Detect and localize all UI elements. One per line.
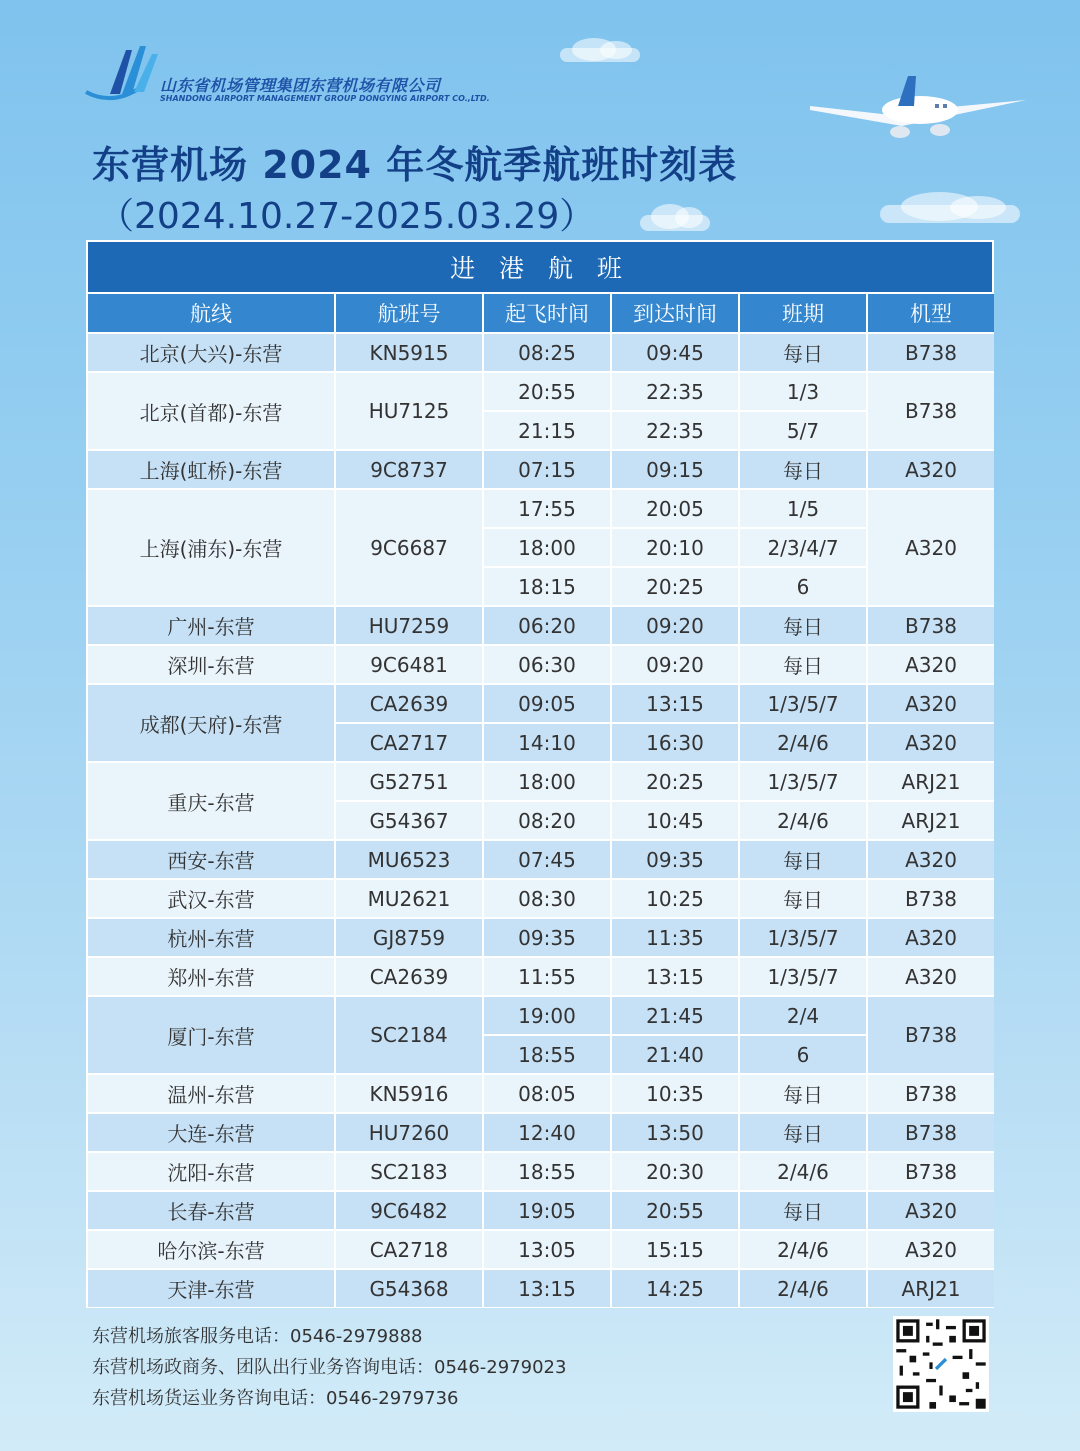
schedule-days-cell: 每日 (740, 451, 866, 488)
schedule-days-cell: 1/3 (740, 373, 866, 410)
arrival-time-cell: 09:35 (612, 841, 738, 878)
schedule-days-cell: 6 (740, 1036, 866, 1073)
aircraft-type-cell: A320 (868, 958, 994, 995)
schedule-days-cell: 6 (740, 568, 866, 605)
flight-number-cell: G54367 (336, 802, 482, 839)
departure-time-cell: 19:05 (484, 1192, 610, 1229)
aircraft-type-cell: A320 (868, 685, 994, 722)
flight-number-cell: CA2718 (336, 1231, 482, 1268)
schedule-days-cell: 每日 (740, 334, 866, 371)
route-cell: 广州-东营 (88, 607, 334, 644)
flight-number-cell: HU7260 (336, 1114, 482, 1151)
arrival-time-cell: 16:30 (612, 724, 738, 761)
arrival-time-cell: 20:10 (612, 529, 738, 566)
flight-number-cell: MU6523 (336, 841, 482, 878)
departure-time-cell: 09:05 (484, 685, 610, 722)
arrival-time-cell: 20:30 (612, 1153, 738, 1190)
arrival-time-cell: 20:55 (612, 1192, 738, 1229)
schedule-days-cell: 2/4/6 (740, 1270, 866, 1307)
flight-number-cell: SC2184 (336, 997, 482, 1073)
route-cell: 杭州-东营 (88, 919, 334, 956)
departure-time-cell: 21:15 (484, 412, 610, 449)
departure-time-cell: 06:20 (484, 607, 610, 644)
departure-time-cell: 14:10 (484, 724, 610, 761)
column-header: 到达时间 (612, 294, 738, 332)
departure-time-cell: 13:15 (484, 1270, 610, 1307)
schedule-days-cell: 1/3/5/7 (740, 685, 866, 722)
arrival-time-cell: 22:35 (612, 373, 738, 410)
route-cell: 深圳-东营 (88, 646, 334, 683)
airplane-icon (790, 70, 1030, 150)
flight-number-cell: KN5915 (336, 334, 482, 371)
flight-number-cell: HU7259 (336, 607, 482, 644)
route-cell: 天津-东营 (88, 1270, 334, 1307)
arrival-time-cell: 20:25 (612, 763, 738, 800)
route-cell: 厦门-东营 (88, 997, 334, 1073)
schedule-days-cell: 每日 (740, 1114, 866, 1151)
aircraft-type-cell: A320 (868, 1231, 994, 1268)
aircraft-type-cell: A320 (868, 1192, 994, 1229)
route-cell: 上海(浦东)-东营 (88, 490, 334, 605)
departure-time-cell: 17:55 (484, 490, 610, 527)
flight-number-cell: 9C6481 (336, 646, 482, 683)
route-cell: 北京(大兴)-东营 (88, 334, 334, 371)
arrival-time-cell: 13:15 (612, 958, 738, 995)
cloud-decoration (560, 48, 640, 62)
column-header: 航班号 (336, 294, 482, 332)
airport-logo (82, 44, 522, 106)
aircraft-type-cell: B738 (868, 1114, 994, 1151)
departure-time-cell: 08:05 (484, 1075, 610, 1112)
route-cell: 西安-东营 (88, 841, 334, 878)
aircraft-type-cell: A320 (868, 841, 994, 878)
route-cell: 成都(天府)-东营 (88, 685, 334, 761)
schedule-days-cell: 每日 (740, 1075, 866, 1112)
schedule-days-cell: 2/4/6 (740, 724, 866, 761)
cloud-decoration (640, 215, 710, 231)
departure-time-cell: 18:00 (484, 763, 610, 800)
departure-time-cell: 18:55 (484, 1153, 610, 1190)
arrival-time-cell: 20:25 (612, 568, 738, 605)
departure-time-cell: 08:30 (484, 880, 610, 917)
schedule-days-cell: 每日 (740, 880, 866, 917)
departure-time-cell: 13:05 (484, 1231, 610, 1268)
arrival-time-cell: 09:20 (612, 607, 738, 644)
footer-line: 东营机场政商务、团队出行业务咨询电话：0546-2979023 (92, 1357, 567, 1378)
route-cell: 温州-东营 (88, 1075, 334, 1112)
arrival-time-cell: 15:15 (612, 1231, 738, 1268)
cloud-decoration (880, 205, 1020, 223)
schedule-days-cell: 每日 (740, 1192, 866, 1229)
schedule-days-cell: 1/3/5/7 (740, 919, 866, 956)
arrival-time-cell: 21:45 (612, 997, 738, 1034)
route-cell: 长春-东营 (88, 1192, 334, 1229)
flight-number-cell: GJ8759 (336, 919, 482, 956)
departure-time-cell: 08:25 (484, 334, 610, 371)
flight-number-cell: CA2717 (336, 724, 482, 761)
departure-time-cell: 09:35 (484, 919, 610, 956)
route-cell: 郑州-东营 (88, 958, 334, 995)
schedule-days-cell: 5/7 (740, 412, 866, 449)
flight-number-cell: HU7125 (336, 373, 482, 449)
aircraft-type-cell: ARJ21 (868, 763, 994, 800)
arrival-time-cell: 22:35 (612, 412, 738, 449)
org-name-cn: 山东省机场管理集团东营机场有限公司 (160, 76, 441, 95)
season-date-range: （2024.10.27-2025.03.29） (98, 196, 596, 237)
flight-number-cell: SC2183 (336, 1153, 482, 1190)
arrival-time-cell: 10:35 (612, 1075, 738, 1112)
footer-line: 东营机场旅客服务电话：0546-2979888 (92, 1326, 423, 1347)
arrival-time-cell: 13:15 (612, 685, 738, 722)
route-cell: 大连-东营 (88, 1114, 334, 1151)
section-title-arrivals: 进 港 航 班 (88, 242, 992, 292)
schedule-days-cell: 每日 (740, 646, 866, 683)
flight-number-cell: KN5916 (336, 1075, 482, 1112)
org-name-en: SHANDONG AIRPORT MANAGEMENT GROUP DONGYING AIRPORT CO.,LTD. (160, 94, 490, 103)
schedule-days-cell: 1/3/5/7 (740, 958, 866, 995)
airport-logo-icon (82, 44, 162, 106)
page-title: 东营机场 2024 年冬航季航班时刻表 (92, 143, 738, 187)
aircraft-type-cell: B738 (868, 334, 994, 371)
column-header: 机型 (868, 294, 994, 332)
aircraft-type-cell: A320 (868, 724, 994, 761)
departure-time-cell: 20:55 (484, 373, 610, 410)
schedule-days-cell: 每日 (740, 607, 866, 644)
route-cell: 武汉-东营 (88, 880, 334, 917)
departure-time-cell: 06:30 (484, 646, 610, 683)
departure-time-cell: 18:55 (484, 1036, 610, 1073)
arrival-time-cell: 10:25 (612, 880, 738, 917)
route-cell: 哈尔滨-东营 (88, 1231, 334, 1268)
schedule-days-cell: 2/4/6 (740, 1153, 866, 1190)
flight-number-cell: G52751 (336, 763, 482, 800)
aircraft-type-cell: A320 (868, 919, 994, 956)
schedule-days-cell: 2/4/6 (740, 802, 866, 839)
aircraft-type-cell: B738 (868, 1075, 994, 1112)
arrival-time-cell: 14:25 (612, 1270, 738, 1307)
departure-time-cell: 08:20 (484, 802, 610, 839)
column-header: 班期 (740, 294, 866, 332)
arrival-time-cell: 09:45 (612, 334, 738, 371)
flight-number-cell: CA2639 (336, 958, 482, 995)
aircraft-type-cell: ARJ21 (868, 802, 994, 839)
flight-number-cell: MU2621 (336, 880, 482, 917)
column-header: 起飞时间 (484, 294, 610, 332)
flight-number-cell: CA2639 (336, 685, 482, 722)
route-cell: 上海(虹桥)-东营 (88, 451, 334, 488)
departure-time-cell: 19:00 (484, 997, 610, 1034)
departure-time-cell: 18:00 (484, 529, 610, 566)
aircraft-type-cell: B738 (868, 607, 994, 644)
departure-time-cell: 11:55 (484, 958, 610, 995)
departure-time-cell: 07:15 (484, 451, 610, 488)
arrival-time-cell: 09:15 (612, 451, 738, 488)
arrival-time-cell: 20:05 (612, 490, 738, 527)
aircraft-type-cell: A320 (868, 451, 994, 488)
schedule-days-cell: 2/4/6 (740, 1231, 866, 1268)
route-cell: 沈阳-东营 (88, 1153, 334, 1190)
arrival-time-cell: 09:20 (612, 646, 738, 683)
route-cell: 北京(首都)-东营 (88, 373, 334, 449)
schedule-days-cell: 1/5 (740, 490, 866, 527)
flight-number-cell: 9C6482 (336, 1192, 482, 1229)
aircraft-type-cell: A320 (868, 490, 994, 605)
aircraft-type-cell: A320 (868, 646, 994, 683)
arrival-time-cell: 10:45 (612, 802, 738, 839)
arrival-time-cell: 13:50 (612, 1114, 738, 1151)
departure-time-cell: 12:40 (484, 1114, 610, 1151)
flight-schedule-table (86, 240, 994, 1308)
aircraft-type-cell: B738 (868, 880, 994, 917)
aircraft-type-cell: ARJ21 (868, 1270, 994, 1307)
arrival-time-cell: 11:35 (612, 919, 738, 956)
flight-number-cell: G54368 (336, 1270, 482, 1307)
departure-time-cell: 18:15 (484, 568, 610, 605)
departure-time-cell: 07:45 (484, 841, 610, 878)
schedule-days-cell: 每日 (740, 841, 866, 878)
schedule-days-cell: 1/3/5/7 (740, 763, 866, 800)
flight-number-cell: 9C6687 (336, 490, 482, 605)
column-header: 航线 (88, 294, 334, 332)
schedule-days-cell: 2/3/4/7 (740, 529, 866, 566)
route-cell: 重庆-东营 (88, 763, 334, 839)
footer-line: 东营机场货运业务咨询电话：0546-2979736 (92, 1388, 459, 1409)
aircraft-type-cell: B738 (868, 997, 994, 1073)
arrival-time-cell: 21:40 (612, 1036, 738, 1073)
flight-number-cell: 9C8737 (336, 451, 482, 488)
aircraft-type-cell: B738 (868, 373, 994, 449)
schedule-days-cell: 2/4 (740, 997, 866, 1034)
aircraft-type-cell: B738 (868, 1153, 994, 1190)
qr-code-icon (893, 1316, 989, 1412)
